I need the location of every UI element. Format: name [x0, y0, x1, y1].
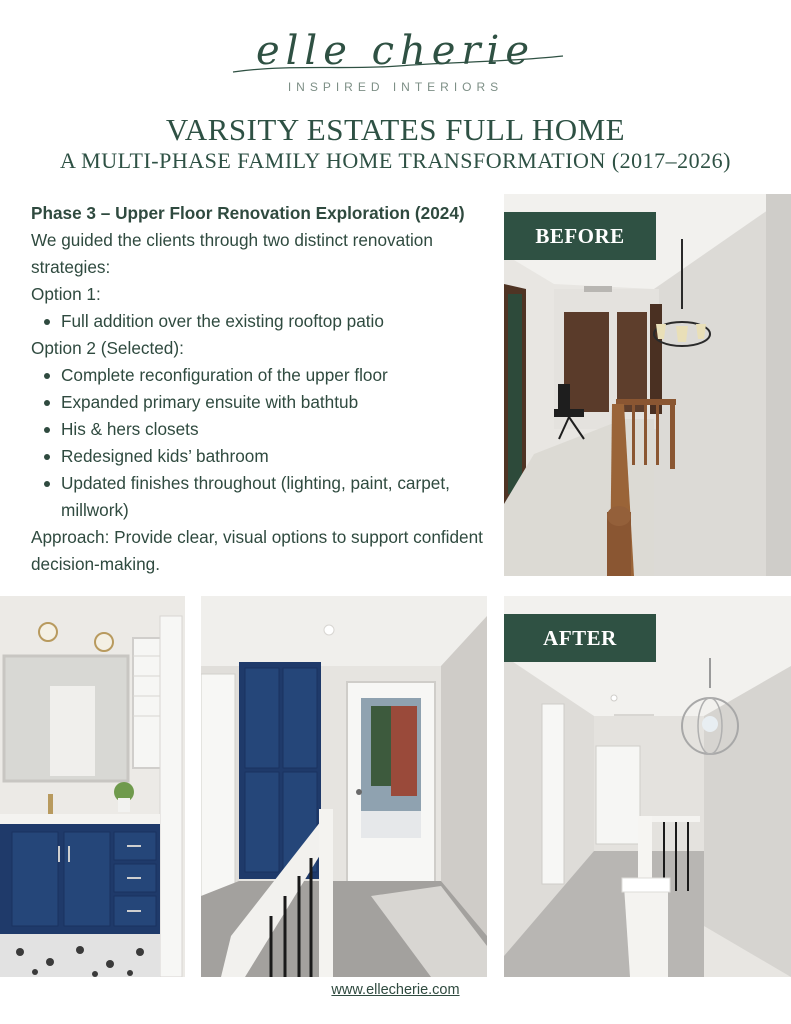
option2-list	[31, 362, 501, 524]
approach-text: Approach: Provide clear, visual options to support confident decision-making.	[31, 527, 483, 574]
bathroom-vanity-image	[0, 596, 185, 977]
list-item: Expanded primary ensuite with bathtub	[61, 389, 501, 416]
list-item: Updated finishes throughout (lighting, paint, carpet, millwork)	[61, 470, 501, 524]
option2-label: Option 2 (Selected):	[31, 338, 184, 358]
before-badge: BEFORE	[504, 212, 656, 260]
list-item: Complete reconfiguration of the upper floor	[61, 362, 501, 389]
option1-label: Option 1:	[31, 284, 101, 304]
list-item: His & hers closets	[61, 416, 501, 443]
brand-tagline: INSPIRED INTERIORS	[287, 80, 504, 94]
list-item: Redesigned kids’ bathroom	[61, 443, 501, 470]
website-link[interactable]: www.ellecherie.com	[331, 982, 460, 998]
brand-logo: elle cherie	[255, 28, 536, 74]
phase-description	[31, 200, 501, 578]
linen-cabinet-photo	[201, 596, 487, 977]
list-item: Full addition over the existing rooftop patio	[61, 308, 501, 335]
option1-list	[31, 308, 501, 335]
after-badge: AFTER	[504, 614, 656, 662]
hallway-blue-cabinet-image	[201, 596, 487, 977]
page-title: VARSITY ESTATES FULL HOME	[165, 112, 626, 147]
phase-intro: We guided the clients through two distinct renovation strategies:	[31, 230, 433, 277]
logo-swash-decoration	[228, 50, 568, 80]
page-subtitle: A MULTI-PHASE FAMILY HOME TRANSFORMATION (2017–2026)	[59, 148, 731, 173]
vanity-photo	[0, 596, 185, 977]
phase-heading: Phase 3 – Upper Floor Renovation Exploration (2024)	[31, 203, 465, 223]
